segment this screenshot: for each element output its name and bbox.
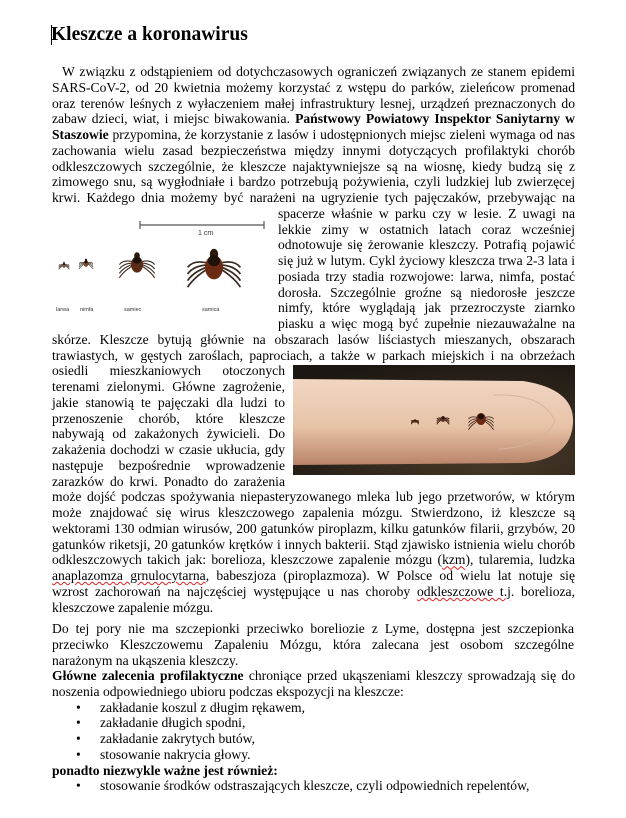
paragraph-vaccine: Do tej pory nie ma szczepionki przeciwko boreliozie z Lyme, dostępna jest szczepionka przeciwko Kleszczowemu Zapaleniu Mózgu, która zalecana jest osobom szczególne narażonym na ukąszenia kleszczy. [52,621,574,668]
ticks-on-finger-image [293,365,575,475]
paragraph-body: ), tularemia, ludzka [465,552,575,568]
stage-label: larwa [56,306,70,313]
disease-anaplasmosis: anaplazomza grnulocytarna [52,568,206,583]
paragraph-body: przypomina, że korzystanie z lasów i udostępnionych miejsc zieleni wymaga od nas zachowania wielu zasad bezpieczeństwa między innymi dotyczących profilaktyki chorób odkleszczowych szczególnie, że kleszcze najaktywniejsze są na wiosnę, kiedy budzą się z zimowego snu, są wygłodniałe i bardzo potrzebują pożywienia, czyli ludzkiej lub zwierzęcej krwi. Każdego dnia możemy być narażeni na ugryzienie tych pajęczaków, przebywając na spacerze właśnie w parku czy w lesie. [52,127,575,221]
recommendations-text: chroniące przed ukąszeniami kleszczy sprowadzają się do noszenia odpowiedniego ubioru podczas ekspozycji na kleszcze: [52,668,575,699]
paragraph-body: obrzeżach osiedli mieszkaniowych otoczonych terenami zielonymi. Główne zagrożenie, jakie stanowią te pajęczaki dla ludzi to przenoszenie chorób, które kleszcze nabywają od zakażonych żywicieli. Do zakażenia dochodzi w czasie ukłucia, gdy następuje bezpośrednie wprowadzenie zarazków do krwi. Ponadto do zarażenia może dojść podczas spożywania niepasteryzowanego mleka lub jego przetworów, w którym może znajdować się wirus kleszczowego zapalenia mózgu. Stwierdzono, iż kleszcze są wektorami 130 odmian wirusów, 200 gatunków piroplazm, kilku gatunków filarii, grzybów, 20 gatunków riketsji, 20 gatunków krętków i innych bakterii. Stąd zjawisko istnienia wielu chorób odkleszczowych takich jak: borelioza, kleszczowe zapalenie mózgu ( [52,347,575,568]
stage-label: samica [202,306,220,313]
scale-label: 1 cm [198,229,214,237]
tick-borne-term: odkleszczowe t.j [416,583,511,599]
clothing-list [52,700,575,763]
paragraph-recommendations [52,668,575,794]
paragraph-main [52,64,575,615]
stage-label: nimfa [80,306,94,313]
paragraph-intro: W związku z odstąpieniem od dotychczasowych ograniczeń związanych ze stanem epidemi SARS-CoV-2, od 20 kwietnia możemy korzystać z wstępu do parków, zieleńcow promenad oraz terenów leśnych z wyłaczeniem małej infrastruktury lesnej, urządzeń preznaczonych do zabaw dzieci, wiat, i miejsc biwakowania. [52,64,575,127]
page-title: Kleszcze a koronawirus [51,24,248,45]
stage-label: samiec [124,306,142,313]
recommendations-heading: Główne zalecenia profilaktyczne [52,668,244,683]
inspector-name: Państwowy Powiatowy Inspektor Saniytarny w Staszowie [52,111,575,142]
abbreviation-kzm: kzm [442,552,466,568]
list-item: • stosowanie środków odstraszających kleszcze, czyli odpowiednich repelentów, [100,778,575,794]
list-item: • zakładanie długich spodni, [100,715,575,731]
recommendations-intro [52,668,575,700]
paragraph-body: . borelioza, kleszczowe zapalenie mózgu. [52,583,575,615]
additional-heading: ponadto niezwykle ważne jest również: [52,762,278,778]
tick-stages-image [52,221,272,325]
paragraph-body: , babeszjoza (piroplazmoza). W Polsce od wielu lat notuje się wzrost zachorowań na najczęściej występujące u nas choroby [52,568,575,599]
additional-list [52,778,575,794]
list-item: • stosowanie nakrycia głowy. [100,747,575,763]
list-item: • zakładanie zakrytych butów, [100,731,575,747]
list-item: • zakładanie koszul z długim rękawem, [100,700,575,716]
paragraph-body: Z uwagi na lekkie zimy w ostatnich latach coraz wcześniej odnotowuje się żerowanie kleszczy. Potrafią pojawić się już w lutym. Cykl życiowy kleszcza trwa 2-3 lata i posiada trzy stadia rozwojowe: larwa, nimfa, postać dorosła. Szczególnie groźne są niedorosłe jeszcze nimfy, które wyglądają jak przezroczyste ziarnko piasku a więc mogą być zupełnie niezauważalne na skórze. Kleszcze bytują głównie na obszarach lasów liściastych mieszanych, obszarach trawiastych, w gęstych zaroślach, paprociach, a także w parkach miejskich i na [52,205,576,363]
